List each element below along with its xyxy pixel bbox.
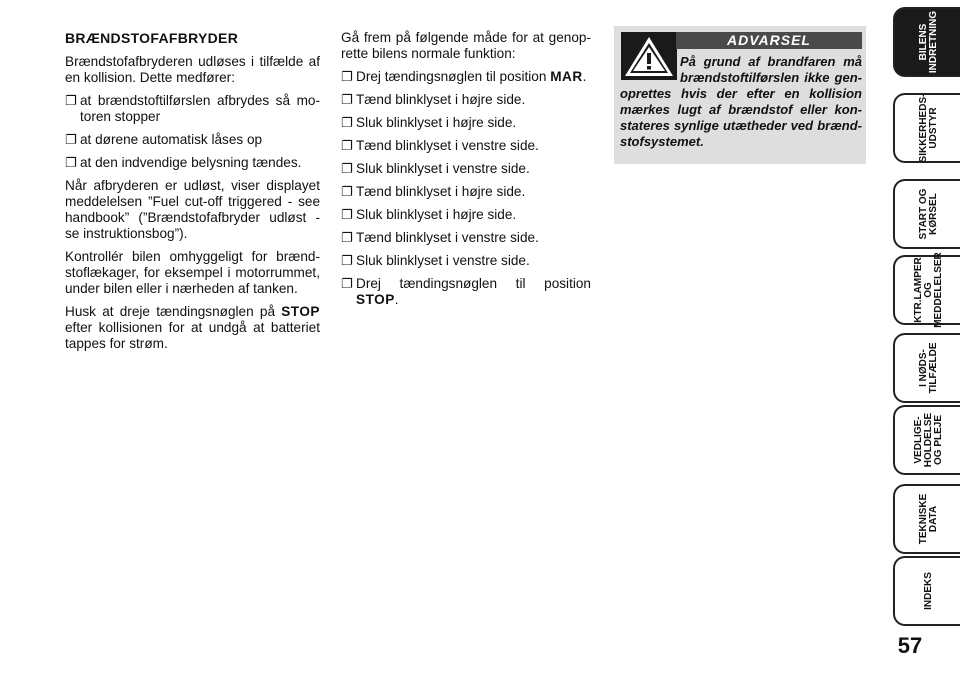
warning-text: På grund af brandfaren må brændstoftilførslen ikke gen-oprettes hvis der efter en kollision mærkes lugt af brændstof eller kon-stateres synlige utætheder ved brænd-stofsystemet. <box>620 54 862 149</box>
list-item: ❐ Sluk blinklyset i venstre side. <box>341 253 530 268</box>
warning-box <box>614 26 866 164</box>
restore-intro: Gå frem på følgende måde for at genop-rette bilens normale funktion: <box>341 30 591 61</box>
checkbox-bullet-icon: ❐ <box>341 115 353 130</box>
checkbox-bullet-icon: ❐ <box>341 69 353 84</box>
tab-bilens-indretning[interactable]: BILENS INDRETNING <box>893 7 960 77</box>
tab-i-nodstilfaelde[interactable]: I NØDS- TILFÆLDE <box>893 333 960 403</box>
list-item: ❐ at den indvendige belysning tændes. <box>65 155 302 170</box>
chapter-tabs <box>893 0 960 677</box>
tab-indeks[interactable]: INDEKS <box>893 556 960 626</box>
checkbox-bullet-icon: ❐ <box>341 253 353 268</box>
checkbox-bullet-icon: ❐ <box>341 230 353 245</box>
warning-title: ADVARSEL <box>676 32 862 49</box>
list-item: ❐ at brændstoftilførslen afbrydes så mo-toren stopper <box>65 93 320 124</box>
tab-vedligeholdelse[interactable]: VEDLIGE- HOLDELSE OG PLEJE <box>893 405 960 475</box>
list-item: ❐ Tænd blinklyset i højre side. <box>341 184 526 199</box>
list-item: ❐ at dørene automatisk låses op <box>65 132 263 147</box>
check-leaks-paragraph: Kontrollér bilen omhyggeligt for brænd-stoflækager, for eksempel i motorrummet, under bilen eller i nærheden af tanken. <box>65 249 320 296</box>
tab-tekniske-data[interactable]: TEKNISKE DATA <box>893 484 960 554</box>
checkbox-bullet-icon: ❐ <box>341 92 353 107</box>
tab-ktr-lamper[interactable]: KTR.LAMPER OG MEDDELELSER <box>893 255 960 325</box>
checkbox-bullet-icon: ❐ <box>341 161 353 176</box>
checkbox-bullet-icon: ❐ <box>341 184 353 199</box>
list-item: ❐ Tænd blinklyset i højre side. <box>341 92 526 107</box>
tab-sikkerhedsudstyr[interactable]: SIKKERHEDS- UDSTYR <box>893 93 960 163</box>
tab-start-og-korsel[interactable]: START OG KØRSEL <box>893 179 960 249</box>
list-item: ❐ Drej tændingsnøglen til position MAR. <box>341 69 587 84</box>
list-item: ❐ Tænd blinklyset i venstre side. <box>341 138 539 153</box>
list-item: ❐ Sluk blinklyset i højre side. <box>341 115 517 130</box>
checkbox-bullet-icon: ❐ <box>341 138 353 153</box>
stop-paragraph: Husk at dreje tændingsnøglen på STOP efter kollisionen for at undgå at batteriet tappes for strøm. <box>65 304 320 351</box>
list-item: ❐ Sluk blinklyset i højre side. <box>341 207 517 222</box>
checkbox-bullet-icon: ❐ <box>65 132 77 147</box>
list-item: ❐ Tænd blinklyset i venstre side. <box>341 230 539 245</box>
checkbox-bullet-icon: ❐ <box>341 207 353 222</box>
column-left <box>65 30 320 359</box>
checkbox-bullet-icon: ❐ <box>65 93 77 108</box>
checkbox-bullet-icon: ❐ <box>341 276 353 291</box>
page-number: 57 <box>897 633 923 658</box>
section-heading: BRÆNDSTOFAFBRYDER <box>65 30 239 46</box>
list-item: ❐ Drej tændingsnøglen til position STOP. <box>341 276 591 307</box>
column-middle <box>341 30 591 315</box>
intro-paragraph: Brændstofafbryderen udløses i tilfælde af en kollision. Dette medfører: <box>65 54 320 85</box>
display-message-paragraph: Når afbryderen er udløst, viser displayet meddelelsen ”Fuel cut-off triggered - see handbook” (”Brændstofafbryder udløst - se instruktionsbog”). <box>65 178 320 241</box>
checkbox-bullet-icon: ❐ <box>65 155 77 170</box>
list-item: ❐ Sluk blinklyset i venstre side. <box>341 161 530 176</box>
